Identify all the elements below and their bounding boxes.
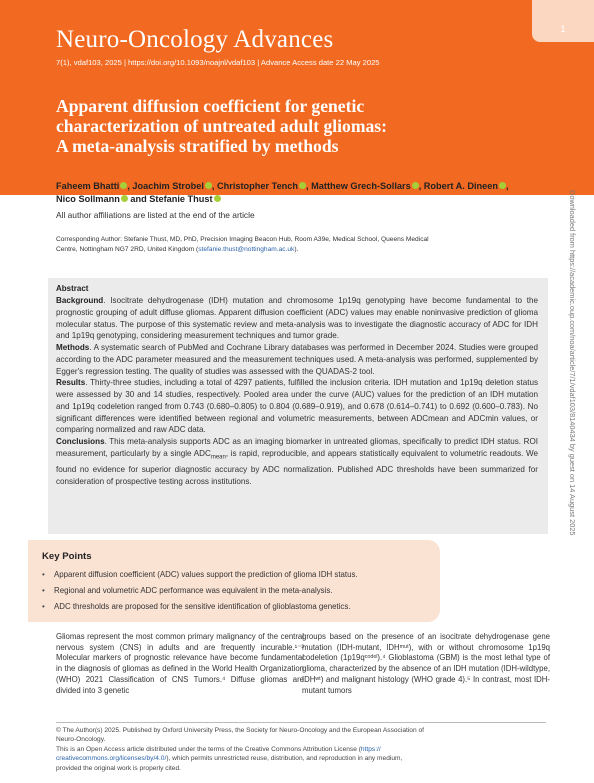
download-side-note: Downloaded from https://academic.oup.com/noa/article/7/1/vdaf103/8140434 by guest on 14 August 2025 bbox=[568, 190, 577, 536]
email-link[interactable]: stefanie.thust@nottingham.ac.uk bbox=[198, 245, 295, 253]
page-number: 1 bbox=[560, 24, 566, 34]
key-point-item: • Apparent diffusion coefficient (ADC) values support the prediction of glioma IDH status. bbox=[42, 567, 430, 583]
title-line: characterization of untreated adult gliomas: bbox=[56, 116, 387, 136]
key-point-item: • Regional and volumetric ADC performance was equivalent in the meta-analysis. bbox=[42, 583, 430, 599]
orcid-icon[interactable] bbox=[214, 195, 221, 202]
author-name[interactable]: Stefanie Thust bbox=[149, 194, 213, 204]
corresponding-line: Centre, Nottingham NG7 2RD, United Kingdom (stefanie.thust@nottingham.ac.uk). bbox=[56, 245, 299, 253]
abstract-background: Background. Isocitrate dehydrogenase (IDH) mutation and chromosome 1p19q genotyping have become fundamental to the prognostic grouping of adult diffuse gliomas. Apparent diffusion coefficient (ADC) values may enable noninvasive prediction of glioma molecular status. The purpose of this systematic review and meta-analysis was to investigate the diagnostic accuracy of ADC for IDH and 1p19q genotyping, considering measurement techniques and tumor grade. bbox=[56, 296, 538, 341]
abstract-methods: Methods. A systematic search of PubMed and Cochrane Library databases was performed in December 2024. Studies were grouped according to the ADC parameter measured and the measurement techniques used. A meta-analysis was performed, supplemented by Egger's regression testing. The quality of studies was assessed with the QUADAS-2 tool. bbox=[56, 343, 538, 376]
journal-header bbox=[0, 0, 594, 195]
key-points-box bbox=[28, 540, 440, 622]
abstract-conclusions: Conclusions. This meta-analysis supports ADC as an imaging biomarker in untreated gliomas, specifically to predict IDH status. ROI measurement, particularly by a single $ADC_{mean}$, is rapid, reproducible, and appears statistically equivalent to volumetric readouts. We found no evidence for superior diagnostic accuracy by ADC normalization. Published ADC thresholds have been summarized for consideration of prospective testing across institutions. bbox=[56, 437, 538, 486]
corresponding-author bbox=[56, 235, 526, 254]
author-name[interactable]: Robert A. Dineen bbox=[423, 181, 498, 191]
orcid-icon[interactable] bbox=[120, 182, 127, 189]
article-title bbox=[56, 96, 496, 156]
orcid-icon[interactable] bbox=[299, 182, 306, 189]
body-column-left: Gliomas represent the most common primary malignancy of the central nervous system (CNS) in adults and are frequently incurable.¹⁻³ Molecular markers of prognostic relevance have become fundamental in the diagnosis of gliomas as defined in the World Health Organization (WHO) 2021 Classification of CNS Tumors.⁴ Diffuse gliomas are divided into 3 genetic bbox=[56, 632, 304, 695]
copyright-footer: © The Author(s) 2025. Published by Oxford University Press, the Society for Neuro-Oncology and the European Association of Neuro-Oncology. This is an Open Access article distributed under the terms of the Creative Commons Attribution License (https:// creativecommons.org/licenses/by/4.0/), which permits unrestricted reuse, distribution, and reproduction in any medium, provided the original work is properly cited. bbox=[56, 727, 424, 772]
title-line: A meta-analysis stratified by methods bbox=[56, 136, 339, 156]
author-name[interactable]: Christopher Tench bbox=[217, 181, 299, 191]
orcid-icon[interactable] bbox=[499, 182, 506, 189]
footer-divider bbox=[56, 722, 546, 723]
bullet-icon: • bbox=[42, 570, 45, 579]
author-name[interactable]: Matthew Grech-Sollars bbox=[311, 181, 411, 191]
license-link[interactable]: https:// bbox=[360, 745, 381, 753]
page-number-tab bbox=[532, 0, 594, 42]
orcid-icon[interactable] bbox=[412, 182, 419, 189]
abstract-box bbox=[48, 278, 548, 534]
bullet-icon: • bbox=[42, 586, 45, 595]
author-name[interactable]: Faheem Bhatti bbox=[56, 181, 120, 191]
affiliation-note: All author affiliations are listed at the end of the article bbox=[56, 210, 255, 220]
abstract-heading: Abstract bbox=[56, 284, 89, 293]
corresponding-line: Corresponding Author: Stefanie Thust, MD, PhD, Precision Imaging Beacon Hub, Room A39e, Medical School, Queens Medical bbox=[56, 236, 429, 243]
author-list: Faheem Bhatti , Joachim Strobel , Christopher Tench , Matthew Grech-Sollars , Robert A. Dineen , Nico Sollmann and Stefanie Thust bbox=[56, 181, 509, 204]
orcid-icon[interactable] bbox=[121, 195, 128, 202]
doi-line: 7(1), vdaf103, 2025 | https://doi.org/10.1093/noajnl/vdaf103 | Advance Access date 22 May 2025 bbox=[56, 58, 380, 67]
journal-title: Neuro-Oncology Advances bbox=[56, 26, 334, 53]
bullet-icon: • bbox=[42, 602, 45, 611]
title-line: Apparent diffusion coefficient for genetic bbox=[56, 96, 365, 116]
body-column-right: groups based on the presence of an isocitrate dehydrogenase gene mutation (IDH-mutant, IDHᵐᵘᵗ), with or without chromosome 1p19q codeletion (1p19qᶜᵒᵈᵉˡ).⁴ Glioblastoma (GBM) is the most lethal type of glioma, characterized by the absence of an IDH mutation (IDH-wildtype, IDHʷᵗ) and malignant histology (WHO grade 4).⁵ In contrast, most IDH-mutant tumors bbox=[302, 632, 550, 695]
license-link[interactable]: creativecommons.org/licenses/by/4.0/ bbox=[56, 755, 167, 763]
author-name[interactable]: Joachim Strobel bbox=[132, 181, 204, 191]
author-name[interactable]: Nico Sollmann bbox=[56, 194, 120, 204]
key-point-item: • ADC thresholds are proposed for the sensitive identification of glioblastoma genetics. bbox=[42, 599, 430, 615]
key-points-heading: Key Points bbox=[42, 551, 92, 562]
orcid-icon[interactable] bbox=[205, 182, 212, 189]
abstract-results: Results. Thirty-three studies, including a total of 4297 patients, fulfilled the inclusion criteria. IDH mutation and 1p19q deletion status were assessed by 30 and 14 studies, respectively. Pooled area under the curve (AUC) values for the prediction of an IDH mutation and 1p19q codeletion ranged from 0.743 (0.680–0.805) to 0.804 (0.689–0.919), and 0.678 (0.614–0.741) to 0.692 (0.600–0.783). No significant differences were identified between regional and volumetric measurements, between ADCmean and ADCmin values, or comparing normalized and raw ADC data. bbox=[56, 378, 538, 435]
